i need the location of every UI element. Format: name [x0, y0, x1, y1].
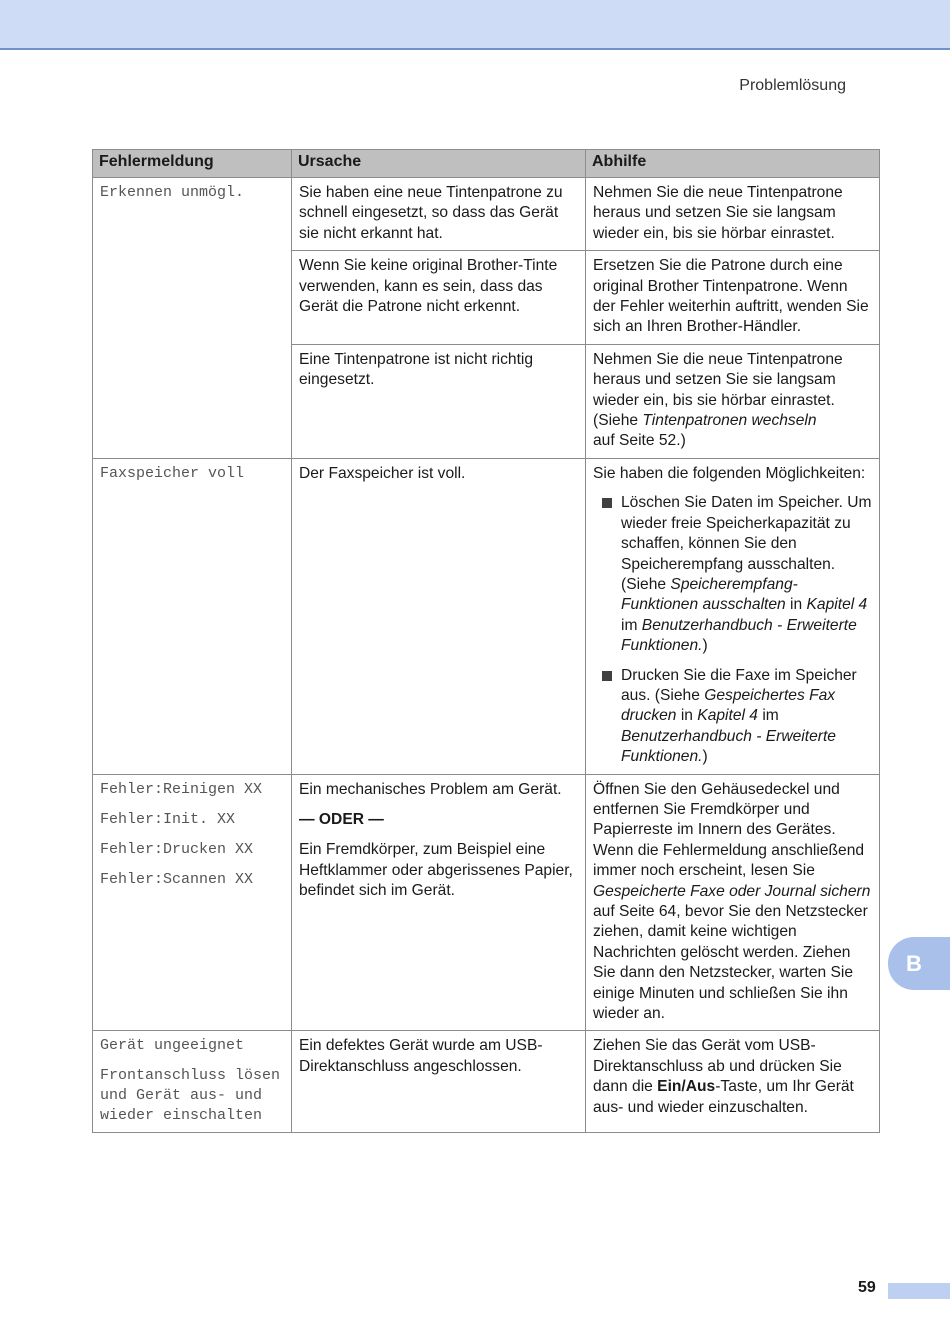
top-header-band — [0, 0, 950, 50]
bullet-text: Drucken Sie die Faxe im Speicher aus. (Siehe Gespeichertes Fax drucken in Kapitel 4 im Benutzerhandbuch - Erweiterte Funktionen.) — [621, 666, 857, 766]
error-code: Faxspeicher voll — [100, 464, 245, 482]
error-code: Fehler:Reinigen XX — [100, 780, 263, 798]
error-code: Gerät ungeeignet — [100, 1037, 245, 1055]
cross-reference: Tintenpatronen wechseln — [642, 412, 817, 430]
page-number: 59 — [858, 1279, 876, 1296]
chapter-tab: B — [888, 937, 950, 990]
oder-separator: — ODER — — [299, 810, 384, 828]
error-code-cell — [93, 178, 292, 459]
remedy-cell: Ersetzen Sie die Patrone durch eine original Brother Tintenpatrone. Wenn der Fehler weiterhin auftritt, wenden Sie sich an Ihren Brother-Händler. — [586, 251, 880, 345]
error-message-table — [92, 149, 880, 1133]
error-code-cell — [93, 458, 292, 774]
cause-text: Ein mechanisches Problem am Gerät. — [299, 780, 562, 798]
header-error-message: Fehlermeldung — [93, 150, 292, 178]
table-row — [93, 774, 880, 1031]
remedy-intro: Sie haben die folgenden Möglichkeiten: — [593, 464, 866, 482]
remedy-text: auf Seite 52.) — [593, 432, 686, 450]
cause-cell: Wenn Sie keine original Brother-Tinte verwenden, kann es sein, dass das Gerät die Patrone nicht erkennt. — [292, 251, 586, 345]
page-footer-bar — [888, 1283, 950, 1299]
running-title: Problemlösung — [739, 77, 846, 94]
cause-text: Ein Fremdkörper, zum Beispiel eine Heftklammer oder abgerissenes Papier, befindet sich im Gerät. — [299, 841, 573, 900]
table-row — [93, 178, 880, 251]
remedy-cell — [586, 458, 880, 774]
cause-cell: Eine Tintenpatrone ist nicht richtig eingesetzt. — [292, 344, 586, 458]
table-row — [93, 458, 880, 774]
square-bullet-icon — [602, 498, 612, 508]
header-remedy: Abhilfe — [586, 150, 880, 178]
cross-reference: Gespeicherte Faxe oder Journal sichern — [593, 882, 871, 900]
error-code: Frontanschluss lösen und Gerät aus- und wieder einschalten — [100, 1067, 281, 1125]
error-code: Fehler:Init. XX — [100, 810, 236, 828]
square-bullet-icon — [602, 671, 612, 681]
cause-cell: Sie haben eine neue Tintenpatrone zu schnell eingesetzt, so dass das Gerät sie nicht erkannt hat. — [292, 178, 586, 251]
error-code: Erkennen unmögl. — [100, 184, 245, 201]
remedy-cell: Öffnen Sie den Gehäusedeckel und entfernen Sie Fremdkörper und Papierreste im Innern des Gerätes. Wenn die Fehlermeldung anschließend immer noch erscheint, lesen Sie Gespeicherte Faxe oder Journal sichern auf Seite 64, bevor Sie den Netzstecker ziehen, damit keine wichtigen Nachrichten gelöscht werden. Ziehen Sie dann den Netzstecker, warten Sie einige Minuten und schließen Sie ihn wieder an. — [586, 774, 880, 1031]
error-code-cell — [93, 1031, 292, 1133]
remedy-text: Nehmen Sie die neue Tintenpatrone heraus und setzen Sie sie langsam wieder ein, bis sie hörbar einrastet. (Siehe — [593, 350, 843, 430]
cause-cell: Ein defektes Gerät wurde am USB-Direktanschluss angeschlossen. — [292, 1031, 586, 1133]
key-name: Ein/Aus — [657, 1078, 716, 1096]
bullet-text: Löschen Sie Daten im Speicher. Um wieder freie Speicherkapazität zu schaffen, können Sie den Speicherempfang ausschalten. (Siehe Speicherempfang-Funktionen ausschalten in Kapitel 4 im Benutzerhandbuch - Erweiterte Funktionen.) — [621, 494, 872, 655]
remedy-cell: Ziehen Sie das Gerät vom USB-Direktanschluss ab und drücken Sie dann die Ein/Aus-Taste, um Ihr Gerät aus- und wieder einzuschalten. — [586, 1031, 880, 1133]
remedy-cell: Nehmen Sie die neue Tintenpatrone heraus und setzen Sie sie langsam wieder ein, bis sie hörbar einrastet. — [586, 178, 880, 251]
error-code: Fehler:Scannen XX — [100, 870, 254, 888]
bullet-item — [593, 493, 873, 656]
remedy-cell — [586, 344, 880, 458]
cause-cell: Der Faxspeicher ist voll. — [292, 458, 586, 774]
header-cause: Ursache — [292, 150, 586, 178]
table-header-row — [93, 150, 880, 178]
table-row — [93, 1031, 880, 1133]
cause-cell — [292, 774, 586, 1031]
bullet-item — [593, 666, 873, 768]
error-code-cell — [93, 774, 292, 1031]
error-code: Fehler:Drucken XX — [100, 840, 254, 858]
